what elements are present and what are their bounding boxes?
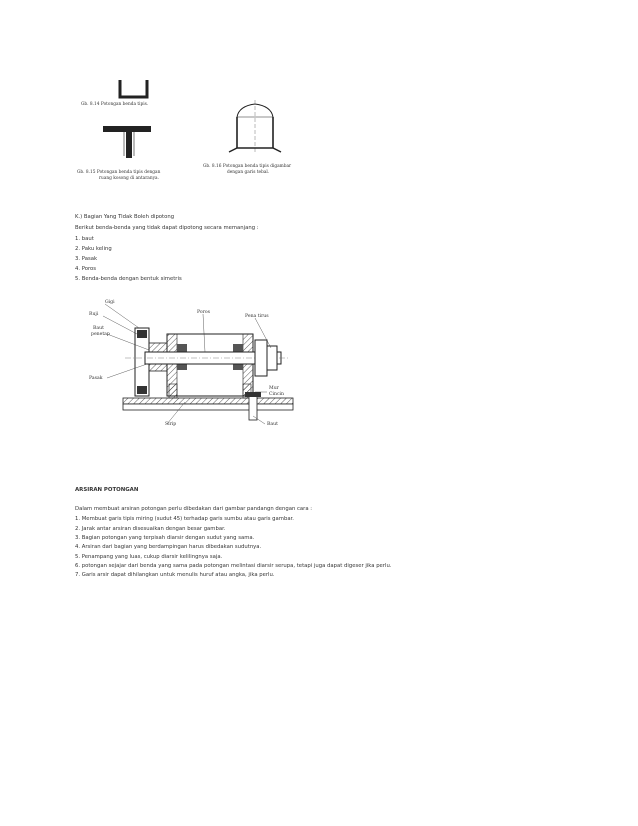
section-arsiran-item: 4. Arsiran dari bagian yang berdampingan harus dibedakan sudutnya. — [75, 544, 262, 550]
label-pasak: Pasak — [89, 376, 103, 381]
figure-thin-sections — [75, 72, 310, 190]
section-arsiran-item: 6. potongan sejajar dari benda yang sama pada potongan melintasi diarsir serupa, tetapi juga dapat digeser jika perlu. — [75, 563, 392, 569]
label-gigi: Gigi — [105, 300, 115, 305]
label-baut: Baut — [267, 422, 278, 427]
caption-gb816-line2: dengan garis tebal. — [227, 170, 270, 175]
caption-gb815-line1: Gb. 8.15 Potongan benda tipis dengan — [77, 170, 161, 175]
figure-machine-assembly — [85, 288, 295, 438]
label-ruji: Ruji — [89, 312, 99, 317]
label-baut-penetap-1: Baut — [93, 326, 104, 331]
label-poros: Poros — [197, 310, 210, 315]
caption-gb815-line2: ruang kosong di antaranya. — [99, 176, 159, 181]
section-arsiran-item: 3. Bagian potongan yang terpisah diarsir dengan sudut yang sama. — [75, 535, 255, 541]
section-k-item: 5. Benda-benda dengan bentuk simetris — [75, 276, 182, 282]
caption-gb816-line1: Gb. 8.16 Potongan benda tipis digambar — [203, 164, 292, 169]
machine-assembly-drawing — [85, 288, 295, 438]
section-k-title: K.) Bagian Yang Tidak Boleh dipotong — [75, 214, 175, 220]
section-k-item: 4. Poros — [75, 266, 97, 272]
section-arsiran-item: 1. Membuat garis tipis miring (sudut 45) terhadap garis sumbu atau garis gambar. — [75, 516, 294, 522]
label-mur: Mur — [269, 386, 279, 391]
section-arsiran-item: 2. Jarak antar arsiran disesuaikan dengan besar gambar. — [75, 526, 226, 532]
label-cincin: Cincin — [269, 392, 284, 397]
section-k-item: 3. Pasak — [75, 256, 98, 262]
label-pena-tirus: Pena tirus — [245, 314, 269, 319]
section-arsiran-title: ARSIRAN POTONGAN — [75, 487, 139, 493]
label-baut-penetap-2: penetap — [91, 332, 110, 337]
label-sirip: Sirip — [165, 422, 177, 427]
section-arsiran-item: 7. Garis arsir dapat dihilangkan untuk menulis huruf atau angka, jika perlu. — [75, 572, 275, 578]
caption-gb814: Gb. 8.14 Potongan benda tipis. — [81, 102, 149, 107]
section-arsiran-item: 5. Penampang yang luas, cukup diarsir kelilingnya saja. — [75, 554, 223, 560]
section-arsiran-intro: Dalam membuat arsiran potongan perlu dibedakan dari gambar pandangn dengan cara : — [75, 506, 313, 512]
section-k-intro: Berikut benda-benda yang tidak dapat dipotong secara memanjang : — [75, 225, 259, 231]
section-k-item: 2. Paku keling — [75, 246, 112, 252]
section-k-item: 1. baut — [75, 236, 94, 242]
